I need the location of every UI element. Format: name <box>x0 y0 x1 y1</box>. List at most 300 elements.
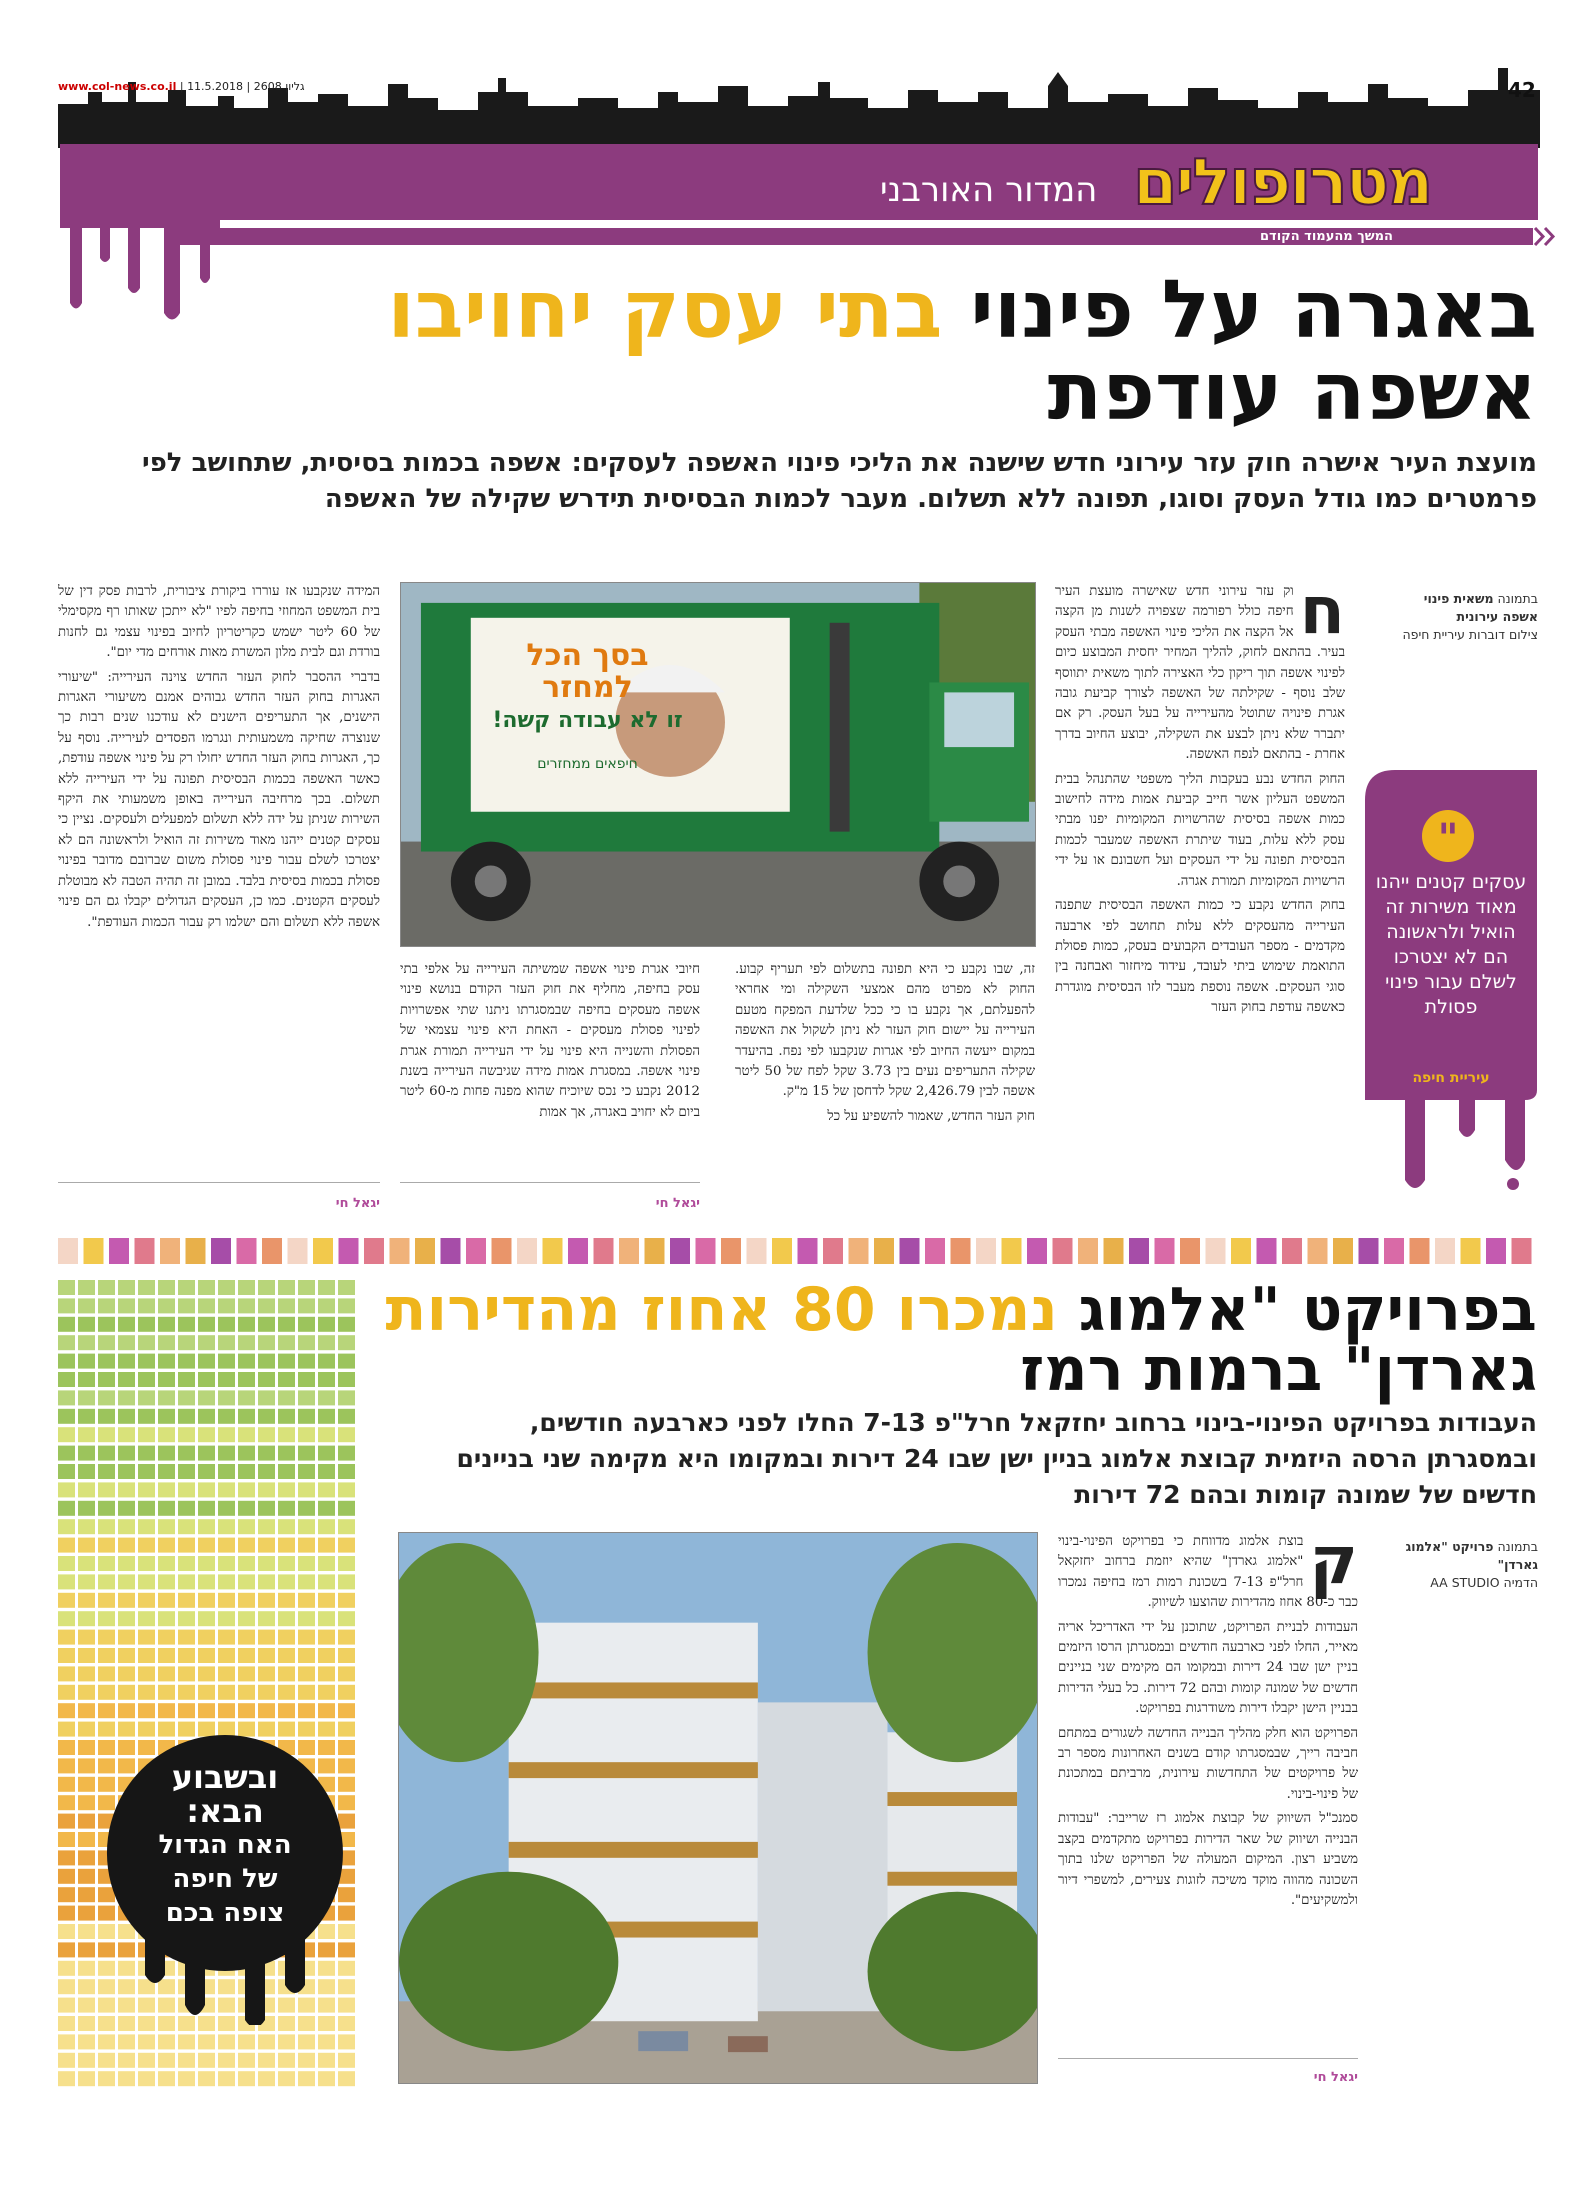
mosaic-tile <box>318 1409 335 1424</box>
paragraph: זה, שבו נקבע כי היא תפונה בתשלום לפי תעריף קבוע. החוק לא מפרט מהם אמצעי השקילה ומי אחראי להפעלתם, אך נקבע בו כי ככל שלדעת המפקח מטעם העירייה על יישום חוק העזר לא ניתן לשקול את האשפה במקום ייעשה החיוב לפי אגרות שנקבעו לפי נפח. בהיעדר שקילה התעריפים נעים בין 3.73 שקל לפח של 50 ליטר אשפה לבין 2,426.79 שקל לדחסן של 15 מ"ק. <box>735 962 1035 1100</box>
mosaic-tile <box>258 1685 275 1700</box>
mosaic-tile <box>178 1409 195 1424</box>
mosaic-tile <box>118 1666 135 1681</box>
mosaic-tile <box>298 1354 315 1369</box>
pixel-block <box>721 1238 741 1264</box>
pixel-block <box>1512 1238 1532 1264</box>
mosaic-tile <box>218 1666 235 1681</box>
mosaic-tile <box>278 1372 295 1387</box>
mosaic-tile <box>258 1593 275 1608</box>
mosaic-tile <box>118 1372 135 1387</box>
mosaic-tile <box>198 1556 215 1571</box>
mosaic-tile <box>98 1666 115 1681</box>
mosaic-tile <box>98 1685 115 1700</box>
mosaic-tile <box>238 1685 255 1700</box>
mosaic-tile <box>298 1335 315 1350</box>
mosaic-tile <box>318 1666 335 1681</box>
article2-headline-line2: גארדן" ברמות רמז <box>1020 1335 1537 1405</box>
mosaic-tile <box>298 1427 315 1442</box>
quote-icon <box>1420 808 1476 864</box>
mosaic-tile <box>58 1538 75 1553</box>
mosaic-tile <box>178 1519 195 1534</box>
pixel-block <box>262 1238 282 1264</box>
mosaic-tile <box>318 1611 335 1626</box>
mosaic-tile <box>58 1464 75 1479</box>
mosaic-tile <box>238 1666 255 1681</box>
mosaic-tile <box>338 1409 355 1424</box>
mosaic-tile <box>338 1280 355 1295</box>
mosaic-tile <box>238 1280 255 1295</box>
mosaic-tile <box>58 1924 75 1939</box>
mosaic-tile <box>198 1574 215 1589</box>
mosaic-tile <box>138 1501 155 1516</box>
mosaic-tile <box>278 1335 295 1350</box>
mosaic-tile <box>198 2034 215 2049</box>
mosaic-tile <box>198 2071 215 2086</box>
mosaic-tile <box>178 1446 195 1461</box>
mosaic-tile <box>218 1372 235 1387</box>
mosaic-tile <box>238 1648 255 1663</box>
article1-column-3 <box>400 960 700 1174</box>
paragraph: חיובי אגרת פינוי אשפה שמשיתה העירייה על אלפי בתי עסק בחיפה, מחליף את חוק העזר הקודם בנושא פינוי אשפה מעסקים בחיפה שבמסגרתו ניתנו שתי אפשרויות לפינוי פסולת מעסקים - האחת היא פינוי עצמאי של הפסולת והשנייה היא פינוי על ידי העירייה תמורת אגרת פינוי אשפה. במסגרת אמות מידה שגיבשה העירייה בשנת 2012 נקבע כי נכס שיוכיח שהוא מפנה פחות מ-60 ליטר ביום לא יחויב באגרה, אך אמות <box>400 962 700 1120</box>
mosaic-tile <box>218 1446 235 1461</box>
mosaic-tile <box>278 1556 295 1571</box>
mosaic-tile <box>258 1482 275 1497</box>
mosaic-tile <box>98 1354 115 1369</box>
mosaic-tile <box>138 1611 155 1626</box>
mosaic-tile <box>98 1501 115 1516</box>
mosaic-tile <box>318 1630 335 1645</box>
svg-text:": " <box>1437 816 1459 862</box>
mosaic-tile <box>98 2053 115 2068</box>
mosaic-tile <box>198 1446 215 1461</box>
mosaic-tile <box>338 1666 355 1681</box>
divider <box>58 1182 380 1183</box>
mosaic-tile <box>138 1666 155 1681</box>
mosaic-tile <box>138 1464 155 1479</box>
mosaic-tile <box>98 1409 115 1424</box>
mosaic-tile <box>178 1538 195 1553</box>
mosaic-tile <box>78 1685 95 1700</box>
mosaic-tile <box>258 2071 275 2086</box>
mosaic-tile <box>258 1501 275 1516</box>
mosaic-tile <box>318 1593 335 1608</box>
pixel-block <box>84 1238 104 1264</box>
article1-headline <box>387 263 1537 356</box>
mosaic-tile <box>118 1611 135 1626</box>
mosaic-tile <box>58 1979 75 1994</box>
mosaic-tile <box>198 1280 215 1295</box>
mosaic-tile <box>158 1648 175 1663</box>
mosaic-tile <box>118 1593 135 1608</box>
pixel-block <box>1257 1238 1277 1264</box>
mosaic-tile <box>258 1317 275 1332</box>
mosaic-tile <box>78 1611 95 1626</box>
mosaic-tile <box>158 1482 175 1497</box>
mosaic-tile <box>278 1298 295 1313</box>
mosaic-tile <box>338 1464 355 1479</box>
mosaic-tile <box>278 1630 295 1645</box>
article1-author-right <box>600 1192 700 1211</box>
pixel-block <box>1461 1238 1481 1264</box>
mosaic-tile <box>198 2053 215 2068</box>
mosaic-tile <box>118 1685 135 1700</box>
mosaic-tile <box>178 1556 195 1571</box>
caption-subject: משאית פינוי אשפה עירונית <box>1423 591 1538 624</box>
mosaic-tile <box>158 2053 175 2068</box>
pixel-block <box>58 1238 78 1264</box>
pixel-block <box>696 1238 716 1264</box>
mosaic-tile <box>78 2016 95 2031</box>
mosaic-tile <box>78 1850 95 1865</box>
mosaic-tile <box>158 1574 175 1589</box>
chevron-right-icon <box>1533 226 1563 247</box>
mosaic-tile <box>298 1611 315 1626</box>
mosaic-tile <box>238 1501 255 1516</box>
mosaic-tile <box>58 1409 75 1424</box>
mosaic-tile <box>318 1298 335 1313</box>
mosaic-tile <box>178 1630 195 1645</box>
mosaic-tile <box>198 1519 215 1534</box>
mosaic-tile <box>58 2053 75 2068</box>
paragraph: החוק החדש נבע בעקבות הליך משפטי שהתנהל בבית המשפט העליון אשר חייב קביעת אמות מידה לחישוב כמות אשפה בסיסית שהרשויות המקומיות יפנו מבתי עסק ללא עלות, בעוד שיתרת האשפה שמעבר לכמות הבסיסית תפונה על ידי העסקים ועל חשבונם או על ידי הרשויות המקומיות תמורת אגרה. <box>1055 771 1345 889</box>
mosaic-tile <box>258 1611 275 1626</box>
article2-column <box>1058 1532 1358 2052</box>
mosaic-tile <box>338 1354 355 1369</box>
article1-subhead: מועצת העיר אישרה חוק עזר עירוני חדש שישנה את הליכי פינוי האשפה לעסקים: אשפה בכמות בסיסית, שתחושב לפי פרמטרים כמו גודל העסק וסוגו, תפונה ללא תשלום. מעבר לכמות הבסיסית תידרש שקילה של האשפה <box>142 448 1537 514</box>
mosaic-tile <box>98 2071 115 2086</box>
mosaic-tile <box>218 1685 235 1700</box>
mosaic-tile <box>158 1685 175 1700</box>
mosaic-tile <box>198 1372 215 1387</box>
mosaic-tile <box>58 1906 75 1921</box>
mosaic-tile <box>98 1556 115 1571</box>
headline-highlight: נמכרו 80 אחוז מהדירות <box>385 1275 1058 1345</box>
mosaic-tile <box>118 2053 135 2068</box>
headline-rest: בפרויקט "אלמוג <box>1078 1275 1537 1345</box>
mosaic-tile <box>238 1556 255 1571</box>
mosaic-tile <box>338 1335 355 1350</box>
mosaic-tile <box>318 1446 335 1461</box>
mosaic-tile <box>178 2034 195 2049</box>
mosaic-tile <box>98 1630 115 1645</box>
mosaic-tile <box>218 1574 235 1589</box>
mosaic-tile <box>78 1317 95 1332</box>
mosaic-tile <box>238 1390 255 1405</box>
mosaic-tile <box>258 1446 275 1461</box>
mosaic-tile <box>318 2071 335 2086</box>
mosaic-tile <box>178 1390 195 1405</box>
mosaic-tile <box>78 1574 95 1589</box>
mosaic-tile <box>238 1630 255 1645</box>
mosaic-tile <box>78 1961 95 1976</box>
mosaic-tile <box>258 1390 275 1405</box>
mosaic-tile <box>298 1464 315 1479</box>
mosaic-tile <box>58 1630 75 1645</box>
promo-line3: האח הגדול <box>158 1830 292 1860</box>
pixel-block <box>160 1238 180 1264</box>
mosaic-tile <box>138 1482 155 1497</box>
mosaic-tile <box>98 1538 115 1553</box>
mosaic-tile <box>58 1611 75 1626</box>
site-url[interactable]: www.col-news.co.il <box>58 80 177 93</box>
mosaic-tile <box>78 1409 95 1424</box>
mosaic-tile <box>278 1538 295 1553</box>
mosaic-tile <box>58 1556 75 1571</box>
mosaic-tile <box>98 1464 115 1479</box>
mosaic-tile <box>58 1814 75 1829</box>
mosaic-tile <box>158 1556 175 1571</box>
mosaic-tile <box>198 1611 215 1626</box>
mosaic-tile <box>158 1519 175 1534</box>
mosaic-tile <box>198 1501 215 1516</box>
article1-headline-line2: אשפה עודפת <box>1047 345 1537 438</box>
mosaic-tile <box>338 1556 355 1571</box>
mosaic-tile <box>178 1335 195 1350</box>
mosaic-tile <box>118 2034 135 2049</box>
paragraph: סמנכ"ל השיווק של קבוצת אלמוג רז שרייבר: "עבודות הבנייה ושיווק של שאר הדירות בפרויקט מתקדמים בקצב משביע רצון. המיקום המעולה של הפרויקט שלנו בתוך השכונה מהווה מוקד משיכה לזוגות צעירים, למשפרי דיור ולמשקיעים". <box>1058 1811 1358 1908</box>
pixel-block <box>1486 1238 1506 1264</box>
mosaic-tile <box>198 1390 215 1405</box>
mosaic-tile <box>58 1280 75 1295</box>
city-skyline <box>58 62 1540 148</box>
mosaic-tile <box>218 1354 235 1369</box>
mosaic-tile <box>178 1280 195 1295</box>
mosaic-tile <box>138 2053 155 2068</box>
mosaic-tile <box>218 1409 235 1424</box>
mosaic-tile <box>78 1556 95 1571</box>
pixel-block <box>1027 1238 1047 1264</box>
mosaic-tile <box>58 1390 75 1405</box>
mosaic-tile <box>158 1390 175 1405</box>
mosaic-tile <box>78 1703 95 1718</box>
mosaic-tile <box>338 1482 355 1497</box>
paragraph: וק עזר עירוני חדש שאישרה מועצת העיר חיפה כולל רפורמה שצפויה לשנות מן הקצה אל הקצה את הליכי פינוי האשפה מבתי העסק בעיר. בהתאם לחוק, להליך המחיר יחסית המבוצע כיום לפינוי אשפה תוך ריקון כלי האצירה לתוך משאית יתווסף שלב נוסף - שקילתה של האשפה לצורך קביעת גובה אגרת פינויה שתוטל מהעירייה על בעל העסק. רק אם יתברר שלא ניתן לבצע את השקילה, יבוצע החיוב בדרך אחרת - בהתאם לנפח האשפה. <box>1055 584 1345 763</box>
author-name: יגאל חי <box>655 1196 700 1211</box>
mosaic-tile <box>298 1501 315 1516</box>
mosaic-tile <box>198 1354 215 1369</box>
mosaic-tile <box>158 1372 175 1387</box>
masthead-line <box>58 80 305 93</box>
mosaic-tile <box>238 1298 255 1313</box>
mosaic-tile <box>258 1427 275 1442</box>
mosaic-tile <box>58 1703 75 1718</box>
paragraph: בחוק החדש נקבע כי כמות האשפה הבסיסית שתפנה העירייה מהעסקים ללא עלות תחושב לפי ארבעה מקדמים - מספר העובדים הקבועים בעסק, כמות פסולת התואמת שימוש ביתי לעובד, עידוד מיחזור ואבחנה בין סוגי העסקים. אשפה נוספת מעבר לזו הבסיסית מוגדרת כאשפה עודפת בחוק העזר <box>1055 898 1345 1016</box>
mosaic-tile <box>178 1666 195 1681</box>
mosaic-tile <box>218 2071 235 2086</box>
mosaic-tile <box>298 1556 315 1571</box>
mosaic-tile <box>238 1574 255 1589</box>
mosaic-tile <box>138 1593 155 1608</box>
mosaic-tile <box>78 1390 95 1405</box>
mosaic-tile <box>278 1685 295 1700</box>
pixel-block <box>1282 1238 1302 1264</box>
mosaic-tile <box>338 1538 355 1553</box>
mosaic-tile <box>338 1501 355 1516</box>
mosaic-tile <box>338 1574 355 1589</box>
mosaic-tile <box>138 1335 155 1350</box>
pixel-block <box>135 1238 155 1264</box>
mosaic-tile <box>178 1354 195 1369</box>
mosaic-tile <box>138 1574 155 1589</box>
mosaic-tile <box>278 1703 295 1718</box>
mosaic-tile <box>158 1427 175 1442</box>
paragraph: בדברי ההסבר לחוק העזר החדש צוינה העירייה: "שיעורי האגרות בחוק העזר החדש גבוהים אמנם משיעורי האגרות הישנים, אך התעריפים הישנים לא עודכנו שנים רבות כך שנוצרה שחיקה משמעותית ונגרמו הפסדים לעירייה. נוסף על כך, האגרות בחוק העזר החדש יחולו רק על פינוי אשפה עודפת, כאשר האשפה בכמות הבסיסית תפונה על ידי העירייה ללא תשלום. בכך מרחיבה העירייה באופן משמעותי את היקף השירות שניתן על ידה ללא תשלום למפעלים ולעסקים. נציין כי עסקים קטנים ייהנו מאוד משירות זה הואיל ולראשונה הם לא יצטרכו לשלם עבור פינוי פסולת משום שברובם מדובר בפינוי פסולת בכמות בסיסית בלבד. במובן זה תהיה הטבה לא מבוטלת לעסקים הקטנים. כמו כן, העסקים הגדולים יקבלו גם הם פינוי אשפה ללא תשלום והם ישלמו רק עבור הכמות העודפת". <box>58 669 380 930</box>
mosaic-tile <box>58 1593 75 1608</box>
pixel-block <box>109 1238 129 1264</box>
mosaic-tile <box>98 1317 115 1332</box>
pixel-block <box>1053 1238 1073 1264</box>
mosaic-tile <box>58 1961 75 1976</box>
mosaic-tile <box>78 1593 95 1608</box>
mosaic-tile <box>138 2071 155 2086</box>
mosaic-tile <box>298 1666 315 1681</box>
caption-subject: פרויקט "אלמוג גארדן" <box>1405 1539 1538 1572</box>
mosaic-tile <box>178 1464 195 1479</box>
pixel-block <box>568 1238 588 1264</box>
mosaic-tile <box>78 1648 95 1663</box>
mosaic-tile <box>238 1519 255 1534</box>
mosaic-tile <box>278 1501 295 1516</box>
mosaic-tile <box>138 1298 155 1313</box>
mosaic-tile <box>238 1354 255 1369</box>
mosaic-tile <box>58 1335 75 1350</box>
mosaic-tile <box>318 1354 335 1369</box>
mosaic-tile <box>278 1280 295 1295</box>
mosaic-tile <box>278 1464 295 1479</box>
mosaic-tile <box>178 1574 195 1589</box>
mosaic-tile <box>338 1298 355 1313</box>
mosaic-tile <box>158 1666 175 1681</box>
mosaic-tile <box>158 1317 175 1332</box>
mosaic-tile <box>318 1390 335 1405</box>
paragraph: העבודות לבניית הפרויקט, שתוכנן על ידי האדריכל אריה מאייר, החלו לפני כארבעה חודשים ובמסגרתן הרסו היזמים בניין ישן שבו 24 דירות ובמקומו הם מקימים שני בניינים חדשים של שמונה קומות ובהם 72 דירות. כל בעלי הדירות בבניין הישן יקבלו דירות משודרגות בפרויקט. <box>1058 1619 1358 1717</box>
mosaic-tile <box>298 1372 315 1387</box>
mosaic-tile <box>78 1372 95 1387</box>
mosaic-tile <box>78 1814 95 1829</box>
mosaic-tile <box>318 1427 335 1442</box>
mosaic-tile <box>258 1703 275 1718</box>
mosaic-tile <box>318 1703 335 1718</box>
mosaic-tile <box>318 2034 335 2049</box>
mosaic-tile <box>178 1611 195 1626</box>
mosaic-tile <box>58 1446 75 1461</box>
mosaic-tile <box>278 1593 295 1608</box>
pull-quote: עסקים קטנים ייהנו מאוד משירות זה הואיל ולראשונה הם לא יצטרכו לשלם עבור פינוי פסולת <box>1375 871 1527 1018</box>
article1-author <box>260 1192 380 1211</box>
mosaic-tile <box>138 1409 155 1424</box>
mosaic-tile <box>258 1630 275 1645</box>
article2-author <box>1240 2066 1358 2085</box>
mosaic-tile <box>58 1942 75 1957</box>
mosaic-tile <box>58 1777 75 1792</box>
pixel-block <box>1359 1238 1379 1264</box>
pixel-block <box>288 1238 308 1264</box>
mosaic-tile <box>298 1482 315 1497</box>
caption-credit: צילום דוברות עיריית חיפה <box>1402 627 1538 642</box>
mosaic-tile <box>158 1630 175 1645</box>
divider <box>1058 2058 1358 2059</box>
pixel-block <box>1384 1238 1404 1264</box>
mosaic-tile <box>318 1648 335 1663</box>
mosaic-tile <box>138 1648 155 1663</box>
mosaic-tile <box>338 1648 355 1663</box>
pixel-block <box>925 1238 945 1264</box>
mosaic-tile <box>218 1427 235 1442</box>
page-number: 42 <box>1508 78 1536 102</box>
mosaic-tile <box>218 1501 235 1516</box>
mosaic-tile <box>58 1372 75 1387</box>
mosaic-tile <box>178 1372 195 1387</box>
mosaic-tile <box>298 1280 315 1295</box>
promo-line1: ובשבוע <box>171 1758 279 1796</box>
mosaic-tile <box>258 1666 275 1681</box>
mosaic-tile <box>238 1703 255 1718</box>
mosaic-tile <box>218 1335 235 1350</box>
mosaic-tile <box>78 1906 95 1921</box>
mosaic-tile <box>278 2053 295 2068</box>
mosaic-tile <box>218 1648 235 1663</box>
mosaic-tile <box>58 1666 75 1681</box>
mosaic-tile <box>218 1390 235 1405</box>
pixel-block <box>1104 1238 1124 1264</box>
pixel-block <box>619 1238 639 1264</box>
mosaic-tile <box>138 1538 155 1553</box>
mosaic-tile <box>318 1685 335 1700</box>
mosaic-tile <box>258 1574 275 1589</box>
pixel-block <box>951 1238 971 1264</box>
mosaic-tile <box>278 2071 295 2086</box>
mosaic-tile <box>298 1630 315 1645</box>
caption-label: בתמונה <box>1497 591 1538 606</box>
pixel-block <box>211 1238 231 1264</box>
mosaic-tile <box>338 2034 355 2049</box>
mosaic-tile <box>178 1317 195 1332</box>
mosaic-tile <box>278 1409 295 1424</box>
mosaic-tile <box>158 1464 175 1479</box>
mosaic-tile <box>218 1317 235 1332</box>
pixel-block <box>1308 1238 1328 1264</box>
mosaic-tile <box>138 1519 155 1534</box>
mosaic-tile <box>118 1354 135 1369</box>
mosaic-tile <box>78 1869 95 1884</box>
issue-info: | גליון 2608 | 11.5.2018 <box>179 80 305 93</box>
pixel-block <box>1410 1238 1430 1264</box>
pixel-block <box>594 1238 614 1264</box>
pixel-block <box>415 1238 435 1264</box>
mosaic-tile <box>118 1280 135 1295</box>
mosaic-tile <box>78 2071 95 2086</box>
mosaic-tile <box>58 1832 75 1847</box>
mosaic-tile <box>278 1611 295 1626</box>
mosaic-tile <box>58 1354 75 1369</box>
mosaic-tile <box>298 1593 315 1608</box>
mosaic-tile <box>58 1887 75 1902</box>
mosaic-tile <box>298 2053 315 2068</box>
pixel-block <box>1155 1238 1175 1264</box>
mosaic-tile <box>78 1666 95 1681</box>
mosaic-tile <box>298 1519 315 1534</box>
article1-column-2 <box>735 960 1035 1230</box>
pixel-block <box>517 1238 537 1264</box>
mosaic-tile <box>258 1372 275 1387</box>
sign-line3: חיפאים ממחזרים <box>537 756 638 772</box>
mosaic-tile <box>338 1390 355 1405</box>
mosaic-tile <box>318 1501 335 1516</box>
mosaic-tile <box>298 1298 315 1313</box>
headline-rest: באגרה על פינוי <box>970 263 1537 356</box>
mosaic-tile <box>338 1446 355 1461</box>
